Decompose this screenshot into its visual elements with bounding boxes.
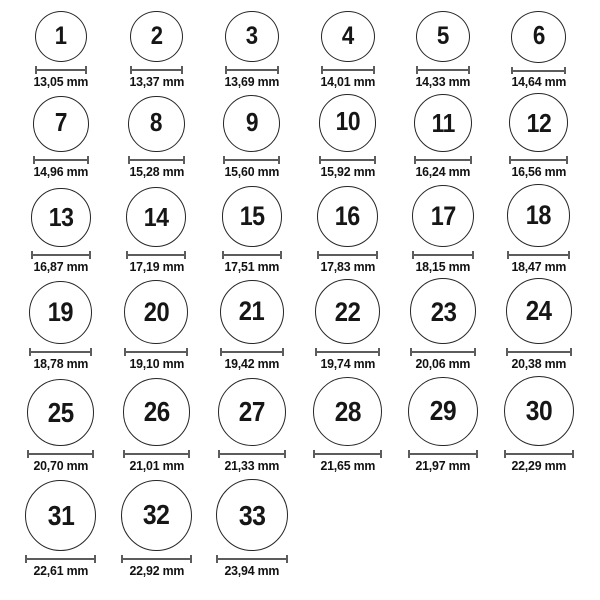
diameter-measure-line [126, 251, 186, 259]
diameter-measure-line [216, 555, 288, 563]
diameter-measure-line [319, 156, 377, 164]
ring-size-cell [300, 91, 396, 181]
diameter-label: 21,65 mm [320, 458, 375, 473]
ring-size-cell [491, 91, 587, 181]
ring-circle [128, 96, 184, 152]
ring-size-number: 8 [150, 108, 163, 137]
diameter-measure-line [410, 348, 476, 356]
ring-size-number: 31 [47, 499, 75, 531]
ring-circle [220, 280, 285, 345]
ring-circle [31, 188, 91, 248]
diameter-measure-line [315, 348, 380, 356]
diameter-measure-line [412, 251, 474, 259]
diameter-label: 17,51 mm [224, 259, 280, 274]
diameter-label: 16,56 mm [511, 164, 567, 179]
ring-size-number: 5 [437, 22, 450, 51]
ring-size-cell [13, 373, 109, 475]
ring-circle [29, 281, 92, 344]
diameter-label: 18,47 mm [511, 259, 567, 274]
ring-circle [223, 95, 280, 152]
ring-size-cell [395, 91, 491, 181]
diameter-label: 16,24 mm [415, 164, 471, 179]
diameter-label: 18,15 mm [415, 259, 471, 274]
ring-circle [319, 94, 377, 152]
diameter-label: 20,38 mm [511, 356, 567, 371]
diameter-measure-line [313, 450, 382, 458]
ring-size-number: 26 [143, 396, 170, 428]
ring-size-number: 23 [430, 295, 457, 327]
diameter-measure-line [27, 450, 94, 458]
diameter-label: 13,37 mm [128, 74, 184, 89]
diameter-label: 13,69 mm [224, 74, 280, 89]
diameter-measure-line [408, 450, 478, 458]
ring-size-cell [491, 276, 587, 373]
diameter-measure-line [218, 450, 286, 458]
ring-size-cell [204, 91, 300, 181]
chart-row [13, 373, 600, 475]
diameter-label: 22,29 mm [511, 458, 567, 473]
ring-circle [121, 480, 192, 551]
ring-circle [410, 278, 476, 344]
diameter-label: 21,97 mm [415, 458, 471, 473]
ring-size-number: 27 [238, 396, 266, 428]
ring-size-number: 11 [431, 107, 455, 138]
ring-size-cell [13, 276, 109, 373]
ring-size-number: 30 [525, 394, 552, 426]
ring-circle [416, 11, 471, 62]
chart-row [13, 11, 600, 91]
ring-size-number: 16 [335, 201, 361, 232]
chart-row [13, 276, 600, 373]
ring-circle [123, 378, 191, 446]
ring-circle [504, 376, 574, 446]
diameter-measure-line [128, 156, 184, 164]
diameter-label: 20,70 mm [33, 458, 89, 473]
ring-size-number: 21 [239, 296, 265, 327]
ring-size-cell [300, 373, 396, 475]
diameter-label: 19,10 mm [128, 356, 184, 371]
diameter-measure-line [35, 66, 87, 74]
diameter-measure-line [25, 555, 96, 563]
ring-size-number: 4 [341, 22, 354, 51]
diameter-label: 16,87 mm [33, 259, 89, 274]
ring-size-cell [13, 91, 109, 181]
ring-size-cell [109, 276, 205, 373]
diameter-label: 13,05 mm [33, 74, 89, 89]
diameter-label: 14,96 mm [33, 164, 89, 179]
ring-size-number: 17 [430, 200, 456, 231]
ring-size-cell [395, 373, 491, 475]
diameter-measure-line [507, 251, 570, 259]
ring-size-cell [109, 475, 205, 580]
chart-row [13, 91, 600, 181]
diameter-label: 14,01 mm [320, 74, 375, 89]
diameter-measure-line [511, 67, 566, 74]
diameter-label: 15,60 mm [224, 164, 280, 179]
chart-row [13, 475, 600, 580]
ring-circle [218, 378, 286, 446]
ring-circle [313, 377, 382, 446]
ring-circle [27, 379, 94, 446]
diameter-measure-line [321, 66, 375, 74]
ring-size-number: 25 [47, 396, 74, 428]
ring-size-number: 12 [526, 107, 552, 138]
diameter-measure-line [29, 348, 92, 356]
diameter-measure-line [317, 251, 378, 259]
ring-size-cell [204, 181, 300, 276]
ring-circle [317, 186, 378, 247]
ring-size-cell [204, 11, 300, 91]
diameter-measure-line [222, 251, 283, 259]
diameter-label: 19,42 mm [224, 356, 280, 371]
ring-size-number: 3 [246, 22, 258, 51]
ring-size-cell [395, 276, 491, 373]
ring-circle [126, 187, 186, 247]
ring-size-number: 28 [334, 395, 361, 427]
ring-size-cell [300, 181, 396, 276]
ring-circle [130, 11, 183, 62]
diameter-measure-line [225, 66, 278, 74]
ring-size-number: 13 [48, 202, 74, 233]
ring-circle [222, 186, 283, 247]
diameter-label: 14,64 mm [511, 74, 567, 89]
diameter-measure-line [506, 348, 572, 356]
ring-size-number: 24 [525, 295, 552, 327]
ring-size-number: 1 [54, 22, 67, 51]
diameter-measure-line [33, 156, 89, 164]
ring-size-number: 14 [143, 201, 169, 232]
ring-size-number: 9 [245, 108, 259, 137]
ring-circle [315, 279, 380, 344]
diameter-label: 23,94 mm [224, 563, 280, 578]
ring-circle [507, 184, 570, 247]
ring-circle [35, 11, 87, 62]
ring-size-number: 32 [143, 499, 170, 531]
diameter-label: 21,33 mm [224, 458, 280, 473]
ring-size-cell [109, 91, 205, 181]
ring-size-number: 20 [143, 296, 170, 327]
ring-size-number: 19 [48, 296, 74, 327]
diameter-label: 15,28 mm [128, 164, 184, 179]
ring-size-cell [395, 181, 491, 276]
ring-size-cell [13, 475, 109, 580]
ring-size-number: 2 [150, 22, 163, 51]
ring-size-number: 10 [335, 108, 360, 137]
ring-circle [124, 280, 188, 344]
ring-circle [506, 278, 572, 344]
ring-size-number: 29 [429, 395, 457, 427]
diameter-measure-line [414, 156, 472, 164]
ring-circle [25, 480, 96, 551]
ring-circle [33, 96, 89, 152]
ring-size-cell [204, 373, 300, 475]
diameter-measure-line [416, 66, 471, 74]
ring-size-cell [204, 276, 300, 373]
diameter-label: 22,61 mm [33, 563, 89, 578]
diameter-label: 20,06 mm [415, 356, 471, 371]
ring-size-cell [13, 11, 109, 91]
diameter-label: 22,92 mm [128, 563, 184, 578]
diameter-measure-line [130, 66, 183, 74]
diameter-label: 21,01 mm [128, 458, 184, 473]
ring-circle [225, 11, 278, 62]
diameter-label: 15,92 mm [320, 164, 375, 179]
ring-circle [509, 93, 568, 152]
ring-size-cell [491, 11, 587, 91]
diameter-measure-line [509, 156, 568, 164]
ring-circle [511, 11, 566, 63]
ring-size-cell [13, 181, 109, 276]
ring-size-cell [395, 11, 491, 91]
ring-size-number: 18 [526, 200, 552, 231]
ring-circle [414, 94, 472, 152]
diameter-label: 17,19 mm [128, 259, 184, 274]
ring-circle [321, 11, 375, 62]
diameter-measure-line [123, 450, 191, 458]
ring-size-number: 15 [239, 201, 265, 232]
diameter-label: 18,78 mm [33, 356, 89, 371]
diameter-measure-line [121, 555, 192, 563]
diameter-label: 17,83 mm [320, 259, 375, 274]
diameter-measure-line [223, 156, 280, 164]
ring-size-cell [300, 11, 396, 91]
ring-size-number: 7 [54, 109, 67, 138]
diameter-label: 19,74 mm [320, 356, 375, 371]
ring-size-cell [109, 11, 205, 91]
ring-size-number: 6 [532, 22, 545, 51]
ring-size-number: 33 [238, 498, 266, 531]
chart-row [13, 181, 600, 276]
ring-size-cell [300, 276, 396, 373]
ring-size-cell [109, 373, 205, 475]
diameter-measure-line [124, 348, 188, 356]
ring-circle [216, 479, 288, 551]
diameter-measure-line [31, 251, 91, 259]
ring-size-cell [204, 475, 300, 580]
ring-size-cell [109, 181, 205, 276]
ring-size-cell [491, 181, 587, 276]
diameter-measure-line [504, 450, 574, 458]
diameter-measure-line [220, 348, 285, 356]
ring-size-number: 22 [334, 295, 361, 327]
diameter-label: 14,33 mm [415, 74, 471, 89]
ring-circle [408, 377, 478, 447]
ring-circle [412, 185, 474, 247]
ring-size-cell [491, 373, 587, 475]
